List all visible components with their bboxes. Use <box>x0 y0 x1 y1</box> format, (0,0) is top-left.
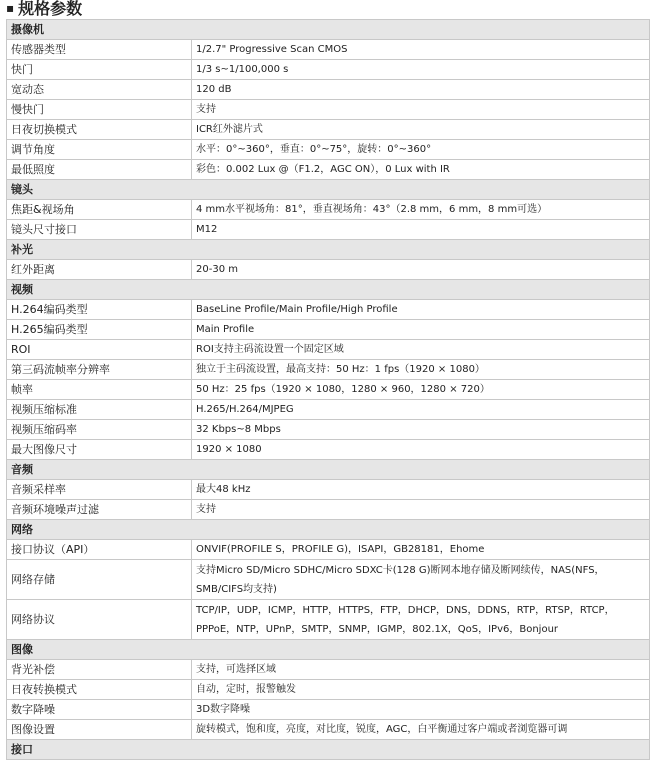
spec-row <box>7 560 650 600</box>
spec-row <box>7 160 650 180</box>
spec-value: 1920 × 1080 <box>192 440 650 460</box>
spec-row <box>7 300 650 320</box>
section-title: 接口 <box>7 740 650 760</box>
spec-key: 视频压缩码率 <box>7 420 192 440</box>
spec-row <box>7 540 650 560</box>
spec-value: 50 Hz：25 fps（1920 × 1080，1280 × 960，1280 × 720） <box>192 380 650 400</box>
spec-row <box>7 100 650 120</box>
spec-row <box>7 60 650 80</box>
spec-value: 独立于主码流设置，最高支持：50 Hz：1 fps（1920 × 1080） <box>192 360 650 380</box>
section-title: 摄像机 <box>7 20 650 40</box>
spec-value: 最大48 kHz <box>192 480 650 500</box>
spec-value: ICR红外滤片式 <box>192 120 650 140</box>
spec-value: 旋转模式，饱和度，亮度，对比度，锐度，AGC，白平衡通过客户端或者浏览器可调 <box>192 720 650 740</box>
spec-value: Main Profile <box>192 320 650 340</box>
bullet-icon: ▪ <box>6 1 15 15</box>
spec-row <box>7 600 650 640</box>
spec-row <box>7 400 650 420</box>
spec-row <box>7 360 650 380</box>
spec-key: H.265编码类型 <box>7 320 192 340</box>
spec-key: 音频环境噪声过滤 <box>7 500 192 520</box>
spec-row <box>7 500 650 520</box>
spec-row <box>7 200 650 220</box>
spec-key: 帧率 <box>7 380 192 400</box>
spec-key: H.264编码类型 <box>7 300 192 320</box>
spec-value: 水平：0°~360°，垂直：0°~75°，旋转：0°~360° <box>192 140 650 160</box>
spec-value: 支持Micro SD/Micro SDHC/Micro SDXC卡(128 G)断网本地存储及断网续传，NAS(NFS，SMB/CIFS均支持) <box>192 560 650 600</box>
section-header <box>7 460 650 480</box>
spec-row <box>7 140 650 160</box>
spec-value: TCP/IP，UDP，ICMP，HTTP，HTTPS，FTP，DHCP，DNS，DDNS，RTP，RTSP，RTCP，PPPoE，NTP，UPnP，SMTP，SNMP，IGMP，802.1X，QoS，IPv6，Bonjour <box>192 600 650 640</box>
spec-key: 最低照度 <box>7 160 192 180</box>
section-header <box>7 240 650 260</box>
spec-key: 视频压缩标准 <box>7 400 192 420</box>
spec-key: 接口协议（API） <box>7 540 192 560</box>
spec-key: 慢快门 <box>7 100 192 120</box>
spec-key: 网络存储 <box>7 560 192 600</box>
section-title: 网络 <box>7 520 650 540</box>
spec-row <box>7 380 650 400</box>
spec-value: 支持 <box>192 500 650 520</box>
spec-value: 20-30 m <box>192 260 650 280</box>
spec-value: 3D数字降噪 <box>192 700 650 720</box>
spec-key: 宽动态 <box>7 80 192 100</box>
spec-row <box>7 480 650 500</box>
spec-value: H.265/H.264/MJPEG <box>192 400 650 420</box>
section-header <box>7 740 650 760</box>
spec-key: 日夜转换模式 <box>7 680 192 700</box>
section-title: 补光 <box>7 240 650 260</box>
section-header <box>7 640 650 660</box>
spec-key: 调节角度 <box>7 140 192 160</box>
spec-key: 数字降噪 <box>7 700 192 720</box>
spec-value: 自动，定时，报警触发 <box>192 680 650 700</box>
spec-key: ROI <box>7 340 192 360</box>
section-header <box>7 180 650 200</box>
spec-value: ROI支持主码流设置一个固定区域 <box>192 340 650 360</box>
page-title-text: 规格参数 <box>18 0 83 18</box>
spec-key: 快门 <box>7 60 192 80</box>
spec-table <box>6 19 650 760</box>
section-title: 镜头 <box>7 180 650 200</box>
section-header <box>7 520 650 540</box>
spec-value: BaseLine Profile/Main Profile/High Profile <box>192 300 650 320</box>
section-header <box>7 20 650 40</box>
spec-value: 彩色：0.002 Lux @（F1.2，AGC ON），0 Lux with IR <box>192 160 650 180</box>
spec-value: 1/2.7" Progressive Scan CMOS <box>192 40 650 60</box>
spec-value: 支持，可选择区域 <box>192 660 650 680</box>
page-title <box>0 0 656 19</box>
section-title: 音频 <box>7 460 650 480</box>
spec-row <box>7 440 650 460</box>
spec-value: 支持 <box>192 100 650 120</box>
spec-row <box>7 320 650 340</box>
spec-key: 网络协议 <box>7 600 192 640</box>
spec-key: 镜头尺寸接口 <box>7 220 192 240</box>
spec-value: M12 <box>192 220 650 240</box>
spec-value: 120 dB <box>192 80 650 100</box>
spec-value: 4 mm水平视场角：81°，垂直视场角：43°（2.8 mm，6 mm，8 mm可选） <box>192 200 650 220</box>
section-title: 视频 <box>7 280 650 300</box>
spec-row <box>7 660 650 680</box>
spec-key: 第三码流帧率分辨率 <box>7 360 192 380</box>
spec-key: 最大图像尺寸 <box>7 440 192 460</box>
spec-row <box>7 680 650 700</box>
spec-value: 32 Kbps~8 Mbps <box>192 420 650 440</box>
spec-row <box>7 40 650 60</box>
section-header <box>7 280 650 300</box>
section-title: 图像 <box>7 640 650 660</box>
spec-row <box>7 260 650 280</box>
spec-row <box>7 220 650 240</box>
spec-key: 背光补偿 <box>7 660 192 680</box>
spec-key: 焦距&视场角 <box>7 200 192 220</box>
spec-key: 日夜切换模式 <box>7 120 192 140</box>
spec-row <box>7 80 650 100</box>
spec-value: 1/3 s~1/100,000 s <box>192 60 650 80</box>
spec-row <box>7 340 650 360</box>
spec-key: 红外距离 <box>7 260 192 280</box>
spec-key: 图像设置 <box>7 720 192 740</box>
spec-value: ONVIF(PROFILE S，PROFILE G)，ISAPI，GB28181，Ehome <box>192 540 650 560</box>
spec-row <box>7 720 650 740</box>
spec-row <box>7 420 650 440</box>
spec-key: 传感器类型 <box>7 40 192 60</box>
spec-row <box>7 700 650 720</box>
spec-row <box>7 120 650 140</box>
spec-key: 音频采样率 <box>7 480 192 500</box>
